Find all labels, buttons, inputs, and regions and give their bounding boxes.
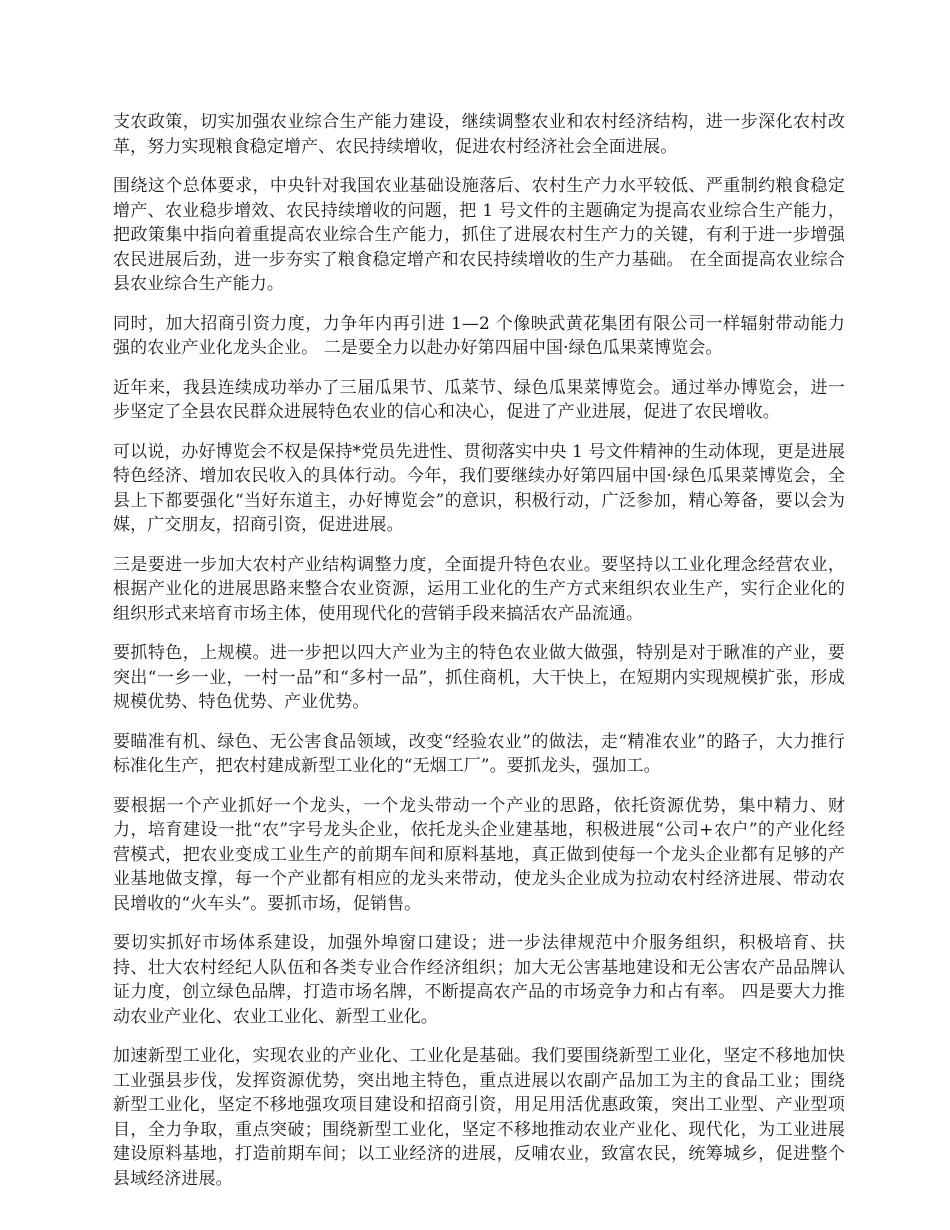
paragraph-6: 三是要进一步加大农村产业结构调整力度，全面提升特色农业。要坚持以工业化理念经营农业，根据产业化的进展思路来整合农业资源，运用工业化的生产方式来组织农业生产，实行企业化的组织形式来培育市场主体，使用现代化的营销手段来搞活农产品流通。 xyxy=(113,554,845,624)
paragraph-7: 要抓特色，上规模。进一步把以四大产业为主的特色农业做大做强，特别是对于瞅准的产业，要突出“一乡一业，一村一品”和“多村一品”，抓住商机，大干快上，在短期内实现规模扩张，形成规模优势、特色优势、产业优势。 xyxy=(113,643,845,712)
paragraph-4: 近年来，我县连续成功举办了三届瓜果节、瓜菜节、绿色瓜果菜博览会。通过举办博览会，进一步坚定了全县农民群众进展特色农业的信心和决心，促进了产业进展，促进了农民增收。 xyxy=(113,377,845,422)
paragraph-5: 可以说，办好博览会不权是保持*党员先进性、贯彻落实中央 1 号文件精神的生动体现，更是进展特色经济、增加农民收入的具体行动。今年，我们要继续办好第四届中国·绿色瓜果菜博览会，全县上下都要强化“当好东道主，办好博览会”的意识，积极行动，广泛参加，精心筹备，要以会为媒，广交朋友，招商引资，促进进展。 xyxy=(113,441,845,535)
paragraph-3: 同时，加大招商引资力度，力争年内再引进 1—2 个像映武黄花集团有限公司一样辐射带动能力强的农业产业化龙头企业。 二是要全力以赴办好第四届中国·绿色瓜果菜博览会。 xyxy=(113,313,845,358)
paragraph-2: 围绕这个总体要求，中央针对我国农业基础设施落后、农村生产力水平较低、严重制约粮食稳定增产、农业稳步增效、农民持续增收的问题，把 1 号文件的主题确定为提高农业综合生产能力，把政策集中指向着重提高农业综合生产能力，抓住了进展农村生产力的关键，有利于进一步增强农民进展后劲，进一步夯实了粮食稳定增产和农民持续增收的生产力基础。 在全面提高农业综合县农业综合生产能力。 xyxy=(113,176,845,294)
paragraph-10: 要切实抓好市场体系建设，加强外埠窗口建设；进一步法律规范中介服务组织，积极培育、扶持、壮大农村经纪人队伍和各类专业合作经济组织；加大无公害基地建设和无公害农产品品牌认证力度，创立绿色品牌，打造市场名牌，不断提高农产品的市场竞争力和占有率。 四是要大力推动农业产业化、农业工业化、新型工业化。 xyxy=(113,933,845,1027)
paragraph-9: 要根据一个产业抓好一个龙头，一个龙头带动一个产业的思路，依托资源优势，集中精力、财力，培育建设一批“农”字号龙头企业，依托龙头企业建基地，积极进展“公司+农户”的产业化经营模式，把农业变成工业生产的前期车间和原料基地，真正做到使每一个龙头企业都有足够的产业基地做支撑，每一个产业都有相应的龙头来带动，使龙头企业成为拉动农村经济进展、带动农民增收的“火车头”。要抓市场，促销售。 xyxy=(113,795,845,914)
paragraph-8: 要瞄准有机、绿色、无公害食品领域，改变“经验农业”的做法，走“精准农业”的路子，大力推行标准化生产，把农村建成新型工业化的“无烟工厂”。要抓龙头，强加工。 xyxy=(113,731,845,776)
paragraph-1: 支农政策，切实加强农业综合生产能力建设，继续调整农业和农村经济结构，进一步深化农村改革，努力实现粮食稳定增产、农民持续增收，促进农村经济社会全面进展。 xyxy=(113,112,845,157)
paragraph-11: 加速新型工业化，实现农业的产业化、工业化是基础。我们要围绕新型工业化，坚定不移地加快工业强县步伐，发挥资源优势，突出地主特色，重点进展以农副产品加工为主的食品工业；围绕新型工业化，坚定不移地强攻项目建设和招商引资，用足用活优惠政策，突出工业型、产业型项目，全力争取，重点突破；围绕新型工业化，坚定不移地推动农业产业化、现代化，为工业进展建设原料基地，打造前期车间；以工业经济的进展，反哺农业，致富农民，统筹城乡，促进整个县域经济进展。 xyxy=(113,1046,845,1189)
document-body xyxy=(113,110,845,1206)
